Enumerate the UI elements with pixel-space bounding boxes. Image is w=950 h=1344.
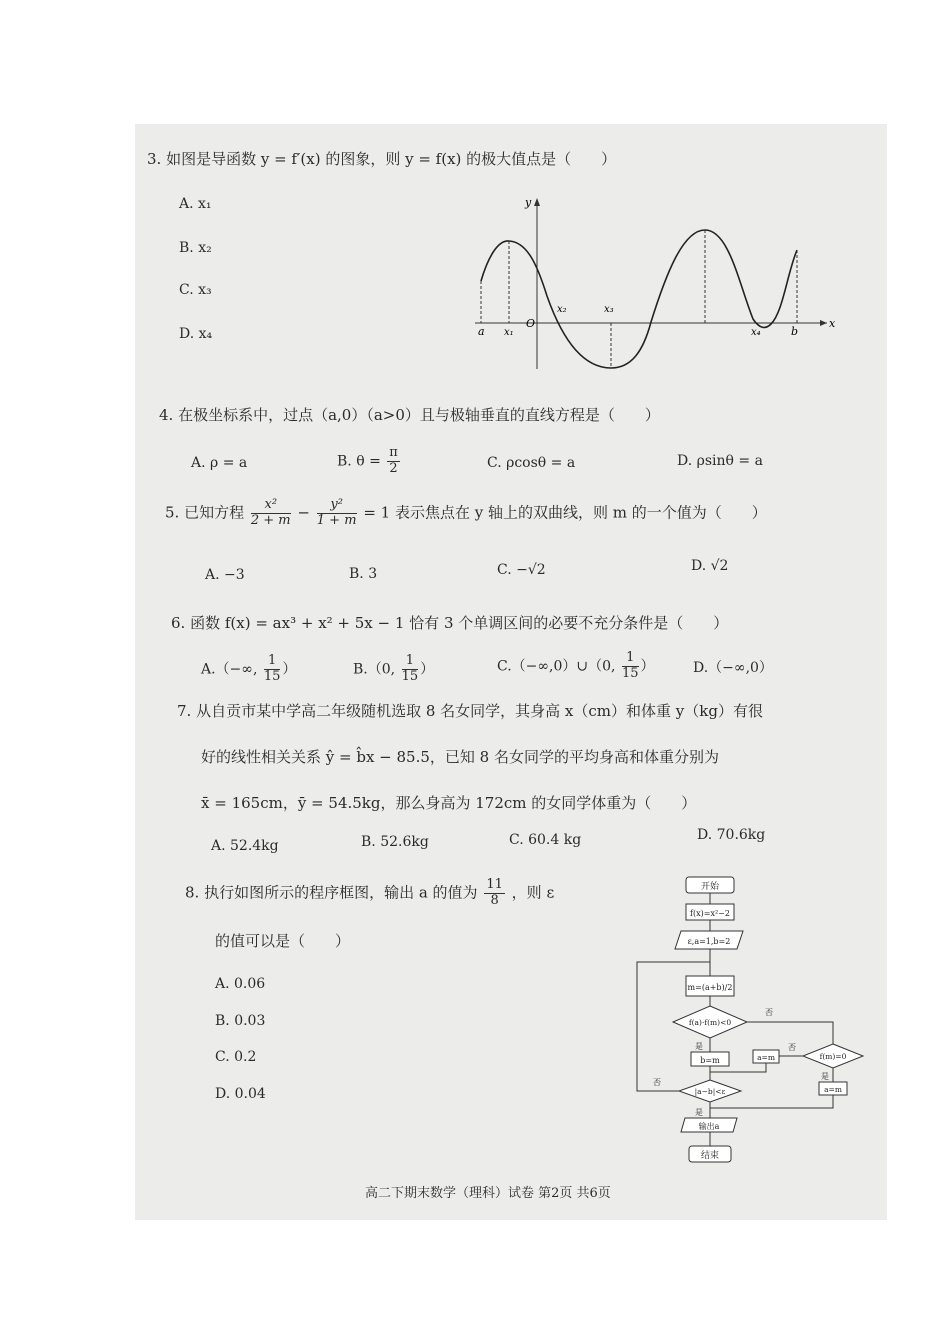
derivative-curve [481, 230, 797, 368]
flow-init-text: ε,a=1,b=2 [687, 937, 731, 946]
flow-start-text: 开始 [700, 882, 720, 892]
q8-option-b: B. 0.03 [215, 1013, 266, 1029]
flow-cond3-text: |a−b|<ε [694, 1087, 726, 1096]
q4-option-b-fraction [387, 446, 400, 477]
q8-line-1-suffix: ，则 ε [511, 883, 555, 902]
q5-stem [165, 498, 767, 529]
q5-f1-denominator: 2 + m [250, 512, 291, 528]
q7-option-d: D. 70.6kg [697, 827, 766, 843]
q3-stem: 3. 如图是导函数 y = f′(x) 的图象，则 y = f(x) 的极大值点是（ ） [147, 150, 617, 168]
q6-option-c [497, 651, 655, 682]
q7-option-c: C. 60.4 kg [509, 832, 582, 848]
flow-a-assign1-text: a=m [757, 1053, 775, 1062]
q6-b-numerator: 1 [402, 654, 419, 670]
q5-prefix: 5. 已知方程 [165, 503, 245, 522]
q5-minus: − [297, 503, 310, 522]
q6-option-a [201, 654, 296, 685]
q5-option-b: B. 3 [349, 566, 378, 582]
q6-c-prefix: C.（−∞,0）∪（0, [497, 658, 616, 675]
program-flowchart [629, 872, 879, 1168]
q3-option-a: A. x₁ [179, 196, 212, 212]
q4-option-b-prefix: B. θ = [337, 453, 381, 470]
x1-label: x₁ [504, 327, 514, 338]
flow-no2-text: 否 [788, 1043, 796, 1052]
q4-b-denominator: 2 [389, 460, 398, 476]
q8-denominator: 8 [490, 892, 499, 908]
flow-edge-no1 [747, 1022, 833, 1044]
x4-label: x₄ [751, 327, 761, 338]
q8-fraction [484, 878, 505, 909]
flow-define-text: f(x)=x²−2 [690, 909, 730, 918]
flow-output-text: 输出a [698, 1122, 720, 1131]
q5-option-c: C. −√2 [497, 562, 546, 578]
q6-b-prefix: B.（0, [353, 661, 396, 678]
q5-fraction-1 [251, 498, 291, 529]
flow-yes2-text: 是 [821, 1072, 829, 1081]
q4-b-numerator: π [389, 445, 398, 460]
q6-a-close: ） [282, 661, 297, 678]
x3-label: x₃ [604, 304, 614, 315]
q8-line-1 [185, 878, 554, 909]
q6-b-fraction [402, 654, 419, 685]
q6-c-numerator: 1 [622, 651, 639, 667]
x-label: x [829, 317, 836, 330]
q4-option-b [337, 446, 402, 477]
q7-option-a: A. 52.4kg [211, 838, 279, 854]
q7-option-b: B. 52.6kg [361, 834, 429, 850]
q4-option-d: D. ρsinθ = a [677, 453, 763, 469]
flow-no1-text: 否 [765, 1008, 773, 1017]
q3-option-d: D. x₄ [179, 326, 213, 342]
q3-option-b: B. x₂ [179, 240, 212, 256]
b-label: b [791, 325, 799, 338]
q6-c-fraction [622, 651, 639, 682]
flow-yes1-text: 是 [695, 1042, 703, 1051]
q4-stem: 4. 在极坐标系中，过点（a,0）（a>0）且与极轴垂直的直线方程是（ ） [159, 406, 660, 424]
q4-option-a: A. ρ = a [191, 455, 248, 471]
exam-page [135, 124, 887, 1220]
flow-b-assign-text: b=m [700, 1056, 720, 1065]
q6-option-b [353, 654, 434, 685]
q5-option-a: A. −3 [205, 567, 245, 583]
origin-label: O [526, 317, 536, 330]
flow-cond1-text: f(a)·f(m)<0 [688, 1018, 732, 1027]
flow-a-assign2-text: a=m [824, 1085, 842, 1094]
q5-fraction-2 [317, 498, 357, 529]
q5-f2-numerator: y² [317, 498, 357, 514]
q8-line-2: 的值可以是（ ） [215, 932, 351, 950]
q5-f1-numerator: x² [251, 498, 291, 514]
flow-edge-merge2 [710, 1095, 833, 1108]
q8-option-a: A. 0.06 [215, 976, 266, 992]
q6-option-d: D.（−∞,0） [693, 660, 773, 676]
q6-b-denominator: 15 [401, 668, 419, 684]
q6-a-fraction [264, 654, 281, 685]
q5-option-d: D. √2 [691, 558, 729, 574]
derivative-graph [471, 194, 841, 374]
q6-a-numerator: 1 [264, 654, 281, 670]
page-footer: 高二下期末数学（理科）试卷 第2页 共6页 [365, 1186, 611, 1201]
q7-line-1: 7. 从自贡市某中学高二年级随机选取 8 名女同学，其身高 x（cm）和体重 y（kg）有很 [177, 702, 763, 720]
flow-mid-text: m=(a+b)/2 [687, 983, 733, 992]
q8-option-c: C. 0.2 [215, 1049, 257, 1065]
flow-yes3-text: 是 [695, 1108, 703, 1117]
q5-f2-denominator: 1 + m [316, 512, 357, 528]
y-axis-arrow [534, 198, 540, 206]
q8-numerator: 11 [486, 877, 503, 892]
q8-line-1-prefix: 8. 执行如图所示的程序框图，输出 a 的值为 [185, 883, 478, 902]
q6-c-denominator: 15 [621, 665, 639, 681]
q8-option-d: D. 0.04 [215, 1086, 266, 1102]
q7-line-3: x̄ = 165cm，ȳ = 54.5kg，那么身高为 172cm 的女同学体重为（ ） [201, 794, 697, 812]
q6-a-denominator: 15 [263, 668, 281, 684]
a-label: a [478, 325, 485, 338]
q3-option-c: C. x₃ [179, 282, 212, 298]
q6-c-close: ） [640, 658, 655, 675]
q6-a-prefix: A.（−∞, [201, 661, 258, 678]
y-label: y [525, 196, 532, 209]
x2-label: x₂ [557, 304, 567, 315]
q5-suffix: = 1 表示焦点在 y 轴上的双曲线，则 m 的一个值为（ ） [363, 503, 767, 522]
q7-line-2: 好的线性相关关系 ŷ = b̂x − 85.5，已知 8 名女同学的平均身高和体重分别为 [201, 748, 719, 766]
q6-stem: 6. 函数 f(x) = ax³ + x² + 5x − 1 恰有 3 个单调区间的必要不充分条件是（ ） [171, 614, 729, 632]
q4-option-c: C. ρcosθ = a [487, 455, 576, 471]
x-axis-arrow [820, 320, 827, 326]
flow-end-text: 结束 [700, 1151, 720, 1161]
flow-no3-text: 否 [653, 1078, 661, 1087]
q6-b-close: ） [420, 661, 435, 678]
flow-cond2-text: f(m)=0 [819, 1052, 847, 1061]
